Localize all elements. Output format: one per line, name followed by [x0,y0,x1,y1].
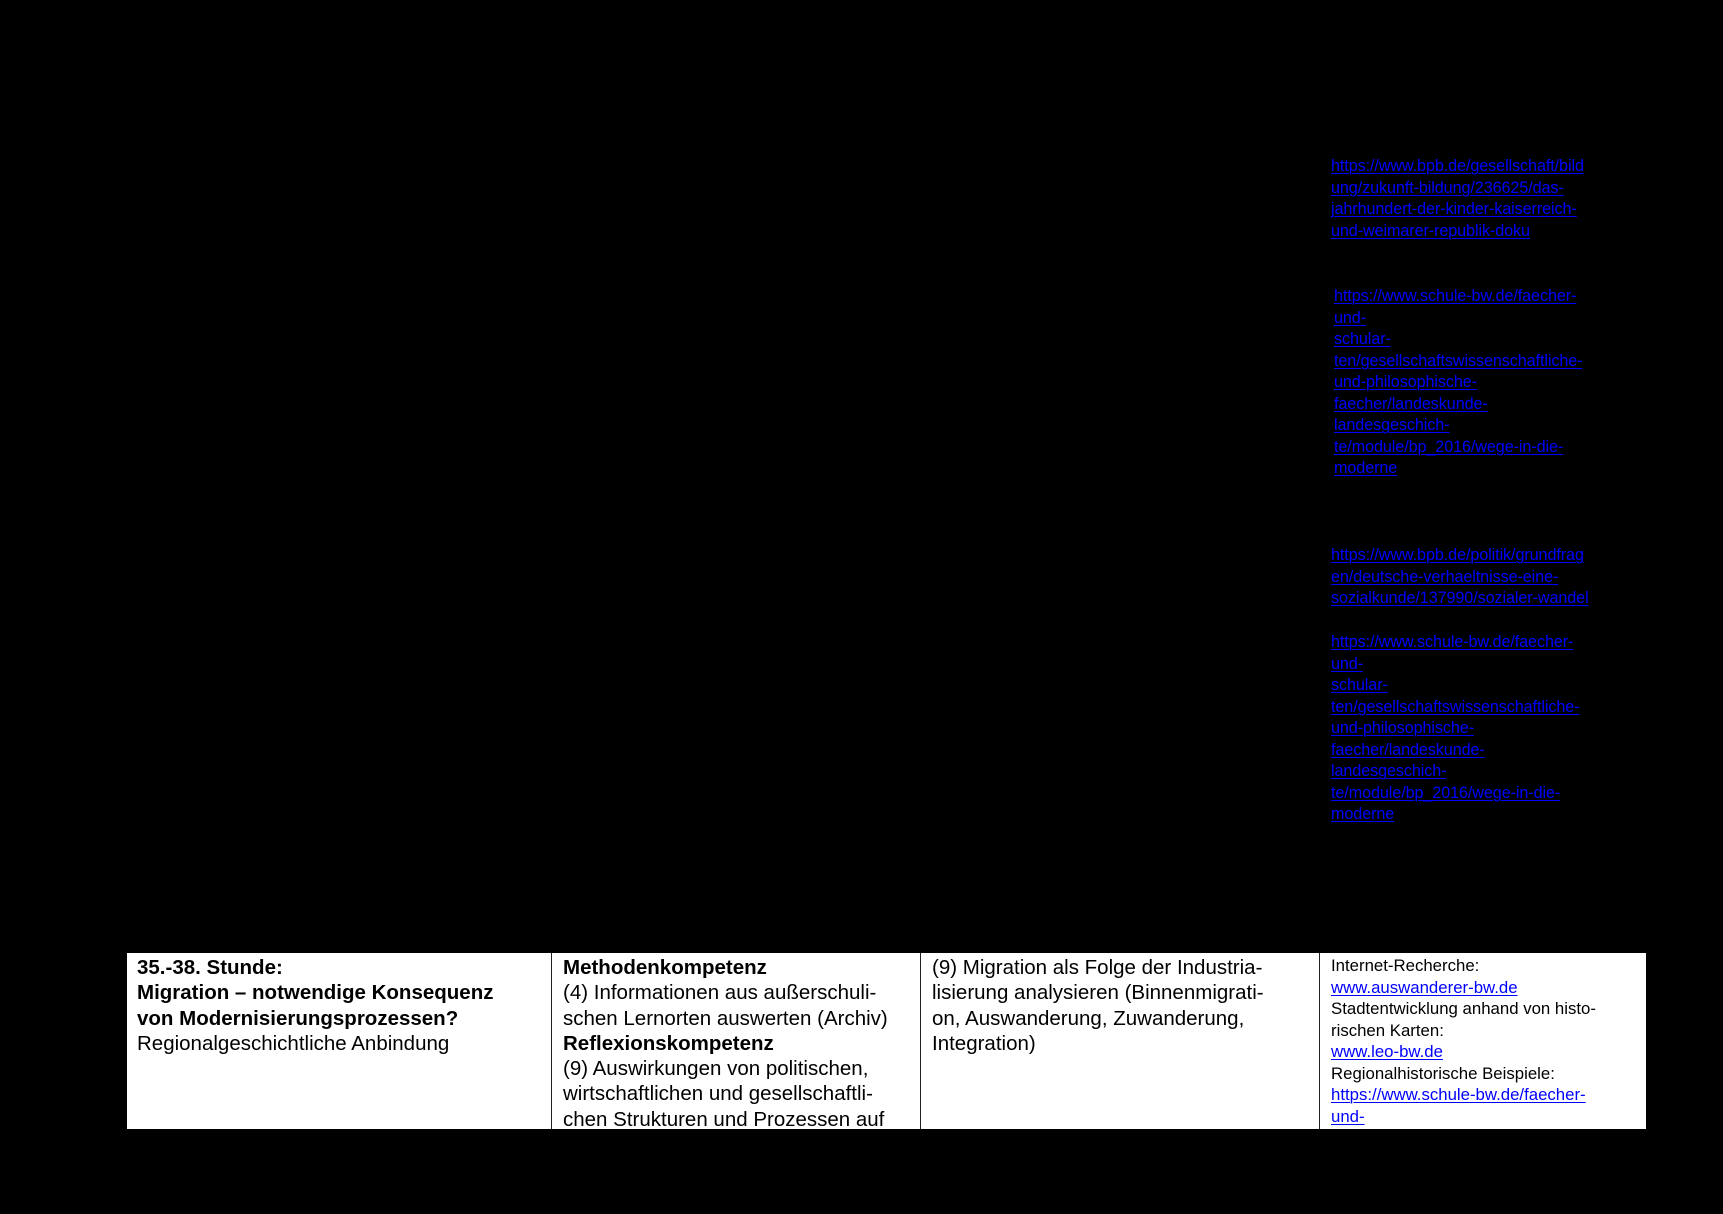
link-line[interactable]: und- [1334,308,1366,327]
link-line[interactable]: te/module/bp_2016/wege-in-die- [1334,437,1564,456]
competency-text: chen Strukturen und Prozessen auf [563,1107,885,1129]
link-line[interactable]: und-weimarer-republik-doku [1331,221,1530,240]
resource-label: Internet-Recherche: [1331,956,1480,975]
content-text: on, Auswanderung, Zuwanderung, [932,1006,1245,1030]
link-line[interactable]: faecher/landeskunde- [1334,394,1488,413]
link-line[interactable]: schular- [1334,330,1391,348]
link-line[interactable]: ten/gesellschaftswissenschaftliche- [1334,351,1583,370]
link-line[interactable]: jahrhundert-der-kinder-kaiserreich- [1331,200,1577,218]
resource-link-schule-bw-1 [1334,286,1582,480]
link-line[interactable]: en/deutsche-verhaeltnisse-eine- [1331,567,1559,586]
competency-text: schen Lernorten auswerten (Archiv) [563,1006,888,1030]
link-line[interactable]: faecher/landeskunde- [1331,740,1485,759]
resource-link-bpb-kaiserreich [1331,156,1584,242]
lesson-subtitle: Regionalgeschichtliche Anbindung [137,1031,450,1055]
link-line[interactable]: https://www.schule-bw.de/faecher- [1334,287,1577,305]
resource-link-bpb-sozialer-wandel [1331,545,1589,610]
link-line[interactable]: sozialkunde/137990/sozialer-wandel [1331,589,1589,607]
resource-label: Stadtentwicklung anhand von histo- [1331,999,1596,1018]
link-line[interactable]: ten/gesellschaftswissenschaftliche- [1331,697,1580,716]
lesson-cell [127,953,551,1129]
resources-cell [1319,953,1646,1129]
resource-label: rischen Karten: [1331,1020,1444,1040]
link-line[interactable]: https://www.bpb.de/gesellschaft/bild [1331,157,1584,175]
link-leo-bw[interactable]: www.leo-bw.de [1331,1042,1443,1061]
link-line[interactable]: und- [1331,654,1363,673]
link-line[interactable]: moderne [1331,805,1395,823]
competencies-cell [551,953,920,1129]
competency-text: (9) Auswirkungen von politischen, [563,1057,869,1081]
lesson-title: 35.-38. Stunde: [137,956,283,979]
link-line[interactable]: und-philosophische- [1334,373,1477,391]
lesson-topic: von Modernisierungsprozessen? [137,1006,459,1030]
resource-link-schule-bw-2 [1331,632,1579,826]
link-line[interactable]: moderne [1334,459,1398,477]
content-cell [920,953,1319,1129]
link-schule-bw[interactable]: und- [1331,1106,1365,1126]
link-line[interactable]: te/module/bp_2016/wege-in-die- [1331,783,1561,802]
competency-heading: Methodenkompetenz [563,956,767,979]
link-line[interactable]: https://www.bpb.de/politik/grundfrag [1331,546,1584,564]
link-line[interactable]: ung/zukunft-bildung/236625/das- [1331,178,1564,197]
content-text: (9) Migration als Folge der Industria- [932,956,1263,979]
link-line[interactable]: und-philosophische- [1331,719,1474,737]
competency-text: wirtschaftlichen und gesellschaftli- [563,1082,873,1106]
competency-text: (4) Informationen aus außerschuli- [563,981,877,1005]
link-line[interactable]: schular- [1331,676,1388,694]
competency-heading: Reflexionskompetenz [563,1031,774,1055]
link-line[interactable]: landesgeschich- [1334,416,1450,434]
lesson-plan-table-row [127,953,1646,1129]
link-line[interactable]: landesgeschich- [1331,762,1447,780]
resource-label: Regionalhistorische Beispiele: [1331,1063,1555,1083]
link-schule-bw[interactable]: https://www.schule-bw.de/faecher- [1331,1085,1586,1104]
content-text: Integration) [932,1031,1036,1055]
content-text: lisierung analysieren (Binnenmigrati- [932,981,1264,1005]
link-auswanderer-bw[interactable]: www.auswanderer-bw.de [1331,977,1518,997]
lesson-topic: Migration – notwendige Konsequenz [137,981,494,1005]
link-line[interactable]: https://www.schule-bw.de/faecher- [1331,633,1574,651]
